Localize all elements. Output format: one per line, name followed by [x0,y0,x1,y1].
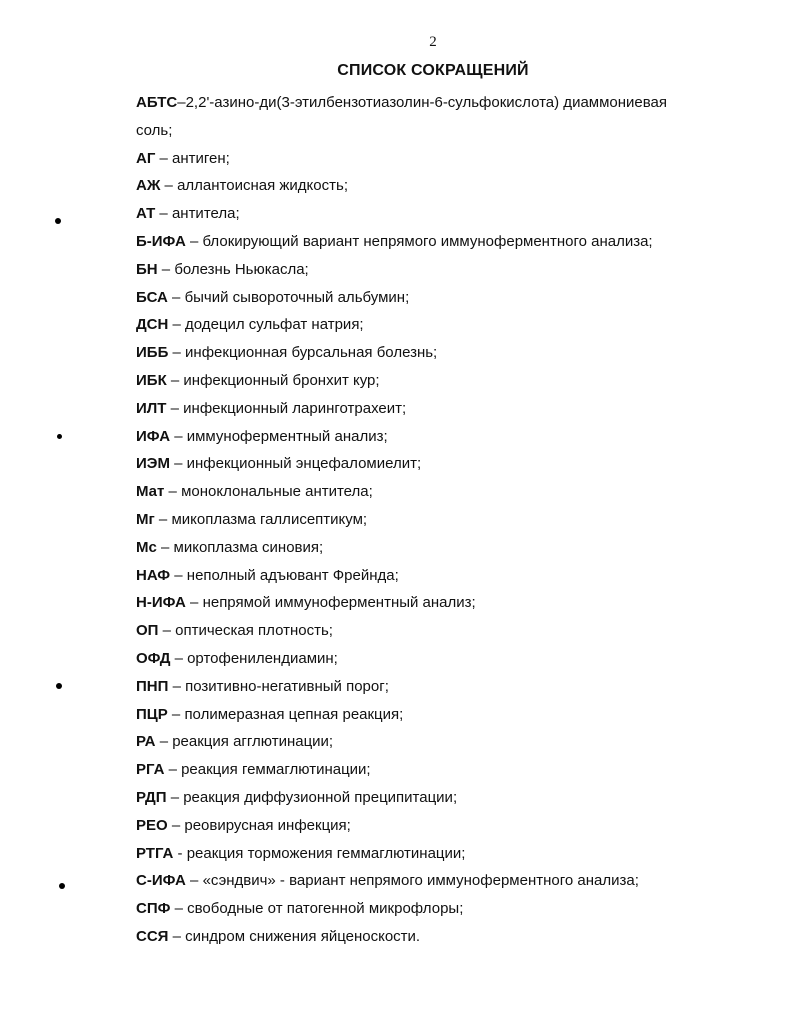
definition: микоплазма синовия; [173,538,324,556]
page-number: 2 [429,34,437,50]
list-item [136,562,736,590]
scan-mark [56,683,62,689]
separator: – [167,816,185,834]
abbreviation: С-ИФА [136,872,186,890]
abbreviation-list [136,89,736,951]
definition: антиген; [172,149,230,167]
list-item [136,145,736,173]
abbreviation: РГА [136,761,165,779]
separator: – [170,649,188,667]
list-item [136,701,736,729]
separator: – [185,232,203,250]
definition: свободные от патогенной микрофлоры; [187,900,464,918]
list-item [136,756,736,784]
abbreviation: Н-ИФА [136,594,186,612]
abbreviation: РЕО [136,816,168,834]
abbreviation: АБТС [136,94,178,111]
list-item [136,812,736,840]
abbreviation: НАФ [136,566,171,584]
abbreviation: АЖ [136,177,161,195]
abbreviation: ДСН [136,316,169,334]
separator: – [160,177,178,195]
definition: моноклональные антитела; [181,483,373,501]
definition: антитела; [171,205,240,223]
list-item [136,339,736,367]
list-item [136,172,736,200]
definition: неполный адъювант Фрейнда; [186,566,399,584]
definition: инфекционный ларинготрахеит; [183,399,407,417]
list-item [136,284,736,312]
separator: – [185,872,203,890]
separator: – [168,344,186,362]
list-item [136,478,736,506]
abbreviation: БН [136,260,158,278]
list-item [136,534,736,562]
list-item [136,228,736,256]
list-item [136,395,736,423]
abbreviation: Mc [136,538,157,556]
list-item [136,617,736,645]
list-item [136,367,736,395]
separator: – [156,538,174,556]
separator: – [170,427,187,445]
abbreviation: СПФ [136,900,171,918]
abbreviation: ОП [136,622,159,640]
list-item [136,423,736,451]
definition: ортофенилендиамин; [187,649,338,667]
list-item [136,784,736,812]
abbreviation: АТ [136,205,156,223]
definition: реакция торможения геммаглютинации; [186,844,466,862]
list-item [136,256,736,284]
definition: инфекционный бронхит кур; [183,371,380,389]
abbreviation: РА [136,733,156,751]
separator: – [158,622,176,640]
list-item [136,673,736,701]
separator: – [177,94,186,111]
definition: полимеразная цепная реакция; [184,705,404,723]
separator: – [154,510,172,528]
scan-mark [57,434,62,439]
abbreviation: РДП [136,788,167,806]
separator: – [166,788,184,806]
abbreviation: ИЭМ [136,455,170,473]
abbreviation: Мат [136,483,165,501]
page-title: СПИСОК СОКРАЩЕНИЙ [337,62,529,79]
list-item [136,923,736,951]
definition: 2,2'-азино-ди(3-этилбензотиазолин-6-сульфокислота) диаммониевая [185,94,668,111]
definition: реакция агглютинации; [172,733,334,751]
abbreviation: ИЛТ [136,399,167,417]
separator: – [167,705,185,723]
separator: – [168,316,186,334]
abbreviation: ИФА [136,427,171,445]
definition: блокирующий вариант непрямого иммуноферментного анализа; [202,232,653,250]
list-item [136,895,736,923]
definition: непрямой иммуноферментный анализ; [202,594,476,612]
abbreviation: ССЯ [136,927,169,945]
separator: – [170,900,188,918]
abbreviation: Mг [136,510,155,528]
separator: – [155,149,173,167]
definition-continuation: соль; [136,121,173,139]
definition: микоплазма галлисептикум; [171,510,368,528]
definition: «сэндвич» - вариант непрямого иммуноферментного анализа; [202,872,639,890]
separator: – [169,455,187,473]
separator: – [166,371,184,389]
abbreviation: ИББ [136,344,169,362]
definition: додецил сульфат натрия; [185,316,364,334]
separator: – [167,288,185,306]
list-item [136,867,736,895]
definition: синдром снижения яйценоскости. [185,927,421,945]
separator: – [170,566,187,584]
scan-mark [55,218,61,224]
abbreviation: БСА [136,288,168,306]
definition: инфекционная бурсальная болезнь; [185,344,438,362]
definition: бычий сывороточный альбумин; [184,288,410,306]
definition: иммуноферментный анализ; [186,427,388,445]
list-item [136,506,736,534]
separator: – [185,594,203,612]
separator: – [166,399,184,417]
abbreviation: ПНП [136,677,169,695]
list-item [136,200,736,228]
definition: аллантоисная жидкость; [177,177,348,195]
definition: реакция диффузионной преципитации; [183,788,458,806]
definition: оптическая плотность; [175,622,333,640]
definition: позитивно-негативный порог; [185,677,389,695]
list-item [136,840,736,868]
separator: – [155,205,172,223]
list-item [136,645,736,673]
list-item [136,728,736,756]
definition: реакция геммаглютинации; [181,761,371,779]
separator: – [164,761,182,779]
list-item [136,589,736,617]
scan-mark [59,883,65,889]
separator: – [157,260,175,278]
abbreviation: ПЦР [136,705,168,723]
abbreviation: ОФД [136,649,171,667]
abbreviation: РТГА [136,844,174,862]
abbreviation: АГ [136,149,156,167]
list-item [136,450,736,478]
separator: – [164,483,182,501]
separator: - [173,844,187,862]
abbreviation: ИБК [136,371,167,389]
list-item [136,89,736,145]
definition: реовирусная инфекция; [184,816,351,834]
list-item [136,311,736,339]
separator: – [155,733,173,751]
separator: – [168,677,186,695]
separator: – [168,927,186,945]
abbreviation: Б-ИФА [136,232,186,250]
definition: инфекционный энцефаломиелит; [186,455,422,473]
definition: болезнь Ньюкасла; [174,260,309,278]
